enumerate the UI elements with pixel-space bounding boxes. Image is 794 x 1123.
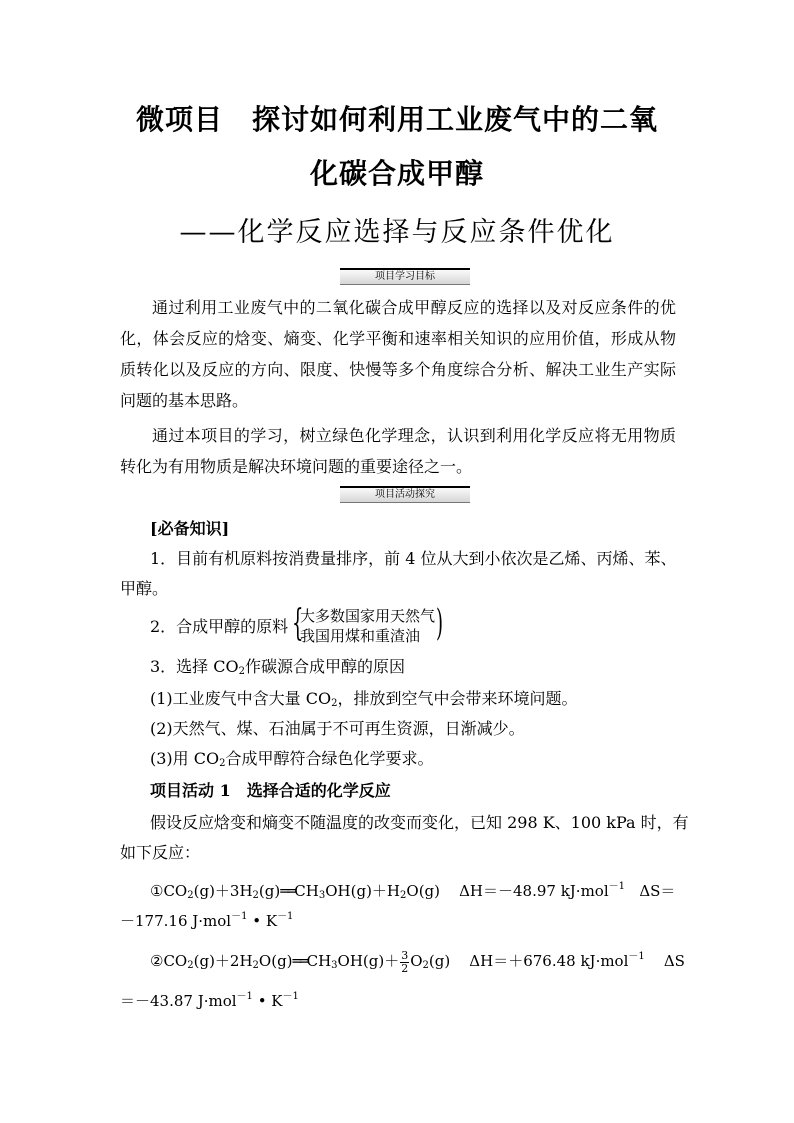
fraction-denominator: 2 (401, 961, 409, 975)
equation-1: $①CO_2(g)+3H_2(g)══CH_3OH(g)+H_2O(g)$ ΔH＝－48.97 kJ·mol$^{-1}$ ΔS＝ (150, 881, 676, 901)
eq1-enthalpy: ΔH＝－48.97 kJ·mol (459, 882, 609, 900)
eq1-entropy-value: －177.16 J·mol (120, 912, 232, 930)
knowledge-1-line-1: 1．目前有机原料按消费量排序，前 4 位从大到小依次是乙烯、丙烯、苯、 (150, 549, 677, 568)
goal-paragraph-1: 通过利用工业废气中的二氧化碳合成甲醇反应的选择以及对反应条件的优化，体会反应的焓变、熵变、化学平衡和速率相关知识的应用价值，形成从物质转化以及反应的方向、限度、快慢等多个角度综合分析、解决工业生产实际问题的基本思路。 (120, 298, 676, 410)
knowledge-1-line-2: 甲醇。 (120, 579, 169, 598)
equation-2: $②CO_2(g)+2H_2O(g)══CH_3OH(g)+$ $\frac{3}{2}$ $O_2(g)$ ΔH＝＋676.48 kJ·mol$^{-1}$ ΔS (150, 948, 685, 975)
text: 3．选择 CO (150, 657, 239, 676)
banner-label: 项目活动探究 (375, 489, 435, 500)
superscript: －1 (282, 991, 299, 1002)
brace-left-icon: { (292, 603, 304, 644)
knowledge-heading: [必备知识] (150, 519, 230, 538)
subscript: 2 (219, 758, 226, 769)
text: 合成甲醇符合绿色化学要求。 (225, 749, 434, 768)
eq2-entropy-label: ΔS (663, 952, 685, 970)
material-brace (292, 603, 452, 646)
superscript: －1 (277, 911, 294, 922)
title-line-1: 微项目 探讨如何利用工业废气中的二氧 (135, 103, 658, 136)
knowledge-3 (150, 652, 706, 687)
title-line-2: 化碳合成甲醇 (309, 157, 484, 190)
activity-1-heading: 项目活动 1 选择合适的化学反应 (150, 781, 391, 800)
assumption-line-2: 如下反应： (120, 843, 201, 862)
subscript: 2 (331, 698, 338, 709)
material-item-2: 我国用煤和重渣油 (300, 627, 421, 645)
section-banner-goals (340, 268, 470, 285)
section-banner-activities (340, 486, 470, 503)
goal-paragraph-2: 通过本项目的学习，树立绿色化学理念，认识到利用化学反应将无用物质转化为有用物质是解决环境问题的重要途径之一。 (120, 426, 676, 476)
brace-right-icon: ) (436, 603, 444, 644)
banner-label: 项目学习目标 (375, 271, 435, 282)
eq2-entropy-value: ＝－43.87 J·mol (120, 992, 237, 1010)
subscript: 2 (238, 666, 246, 677)
superscript: －1 (236, 991, 253, 1002)
subtitle: ——化学反应选择与反应条件优化 (179, 217, 615, 248)
text: (3)用 CO (150, 749, 220, 768)
knowledge-2-label: 2．合成甲醇的原料 (150, 617, 289, 636)
assumption-line-1: 假设反应焓变和熵变不随温度的改变而变化，已知 298 K、100 kPa 时，有 (150, 813, 689, 832)
text: ，排放到空气中会带来环境问题。 (337, 689, 578, 708)
unit: • K (247, 912, 278, 930)
unit: • K (252, 992, 283, 1010)
material-item-1: 大多数国家用天然气 (300, 607, 436, 625)
superscript: －1 (608, 881, 625, 892)
equation-1-entropy (120, 902, 676, 936)
eq2-enthalpy: ΔH＝＋676.48 kJ·mol (469, 952, 629, 970)
text: 作碳源合成甲醇的原因 (245, 657, 406, 676)
fraction (400, 950, 409, 975)
superscript: －1 (628, 951, 645, 962)
eq1-entropy-label: ΔS＝ (639, 882, 676, 900)
text: (1)工业废气中含大量 CO (150, 689, 332, 708)
reason-2: (2)天然气、煤、石油属于不可再生资源，日渐减少。 (150, 719, 525, 738)
equation-2-entropy (120, 982, 676, 1016)
reason-3 (150, 744, 706, 779)
fraction-numerator: 3 (401, 948, 409, 962)
superscript: －1 (231, 911, 248, 922)
